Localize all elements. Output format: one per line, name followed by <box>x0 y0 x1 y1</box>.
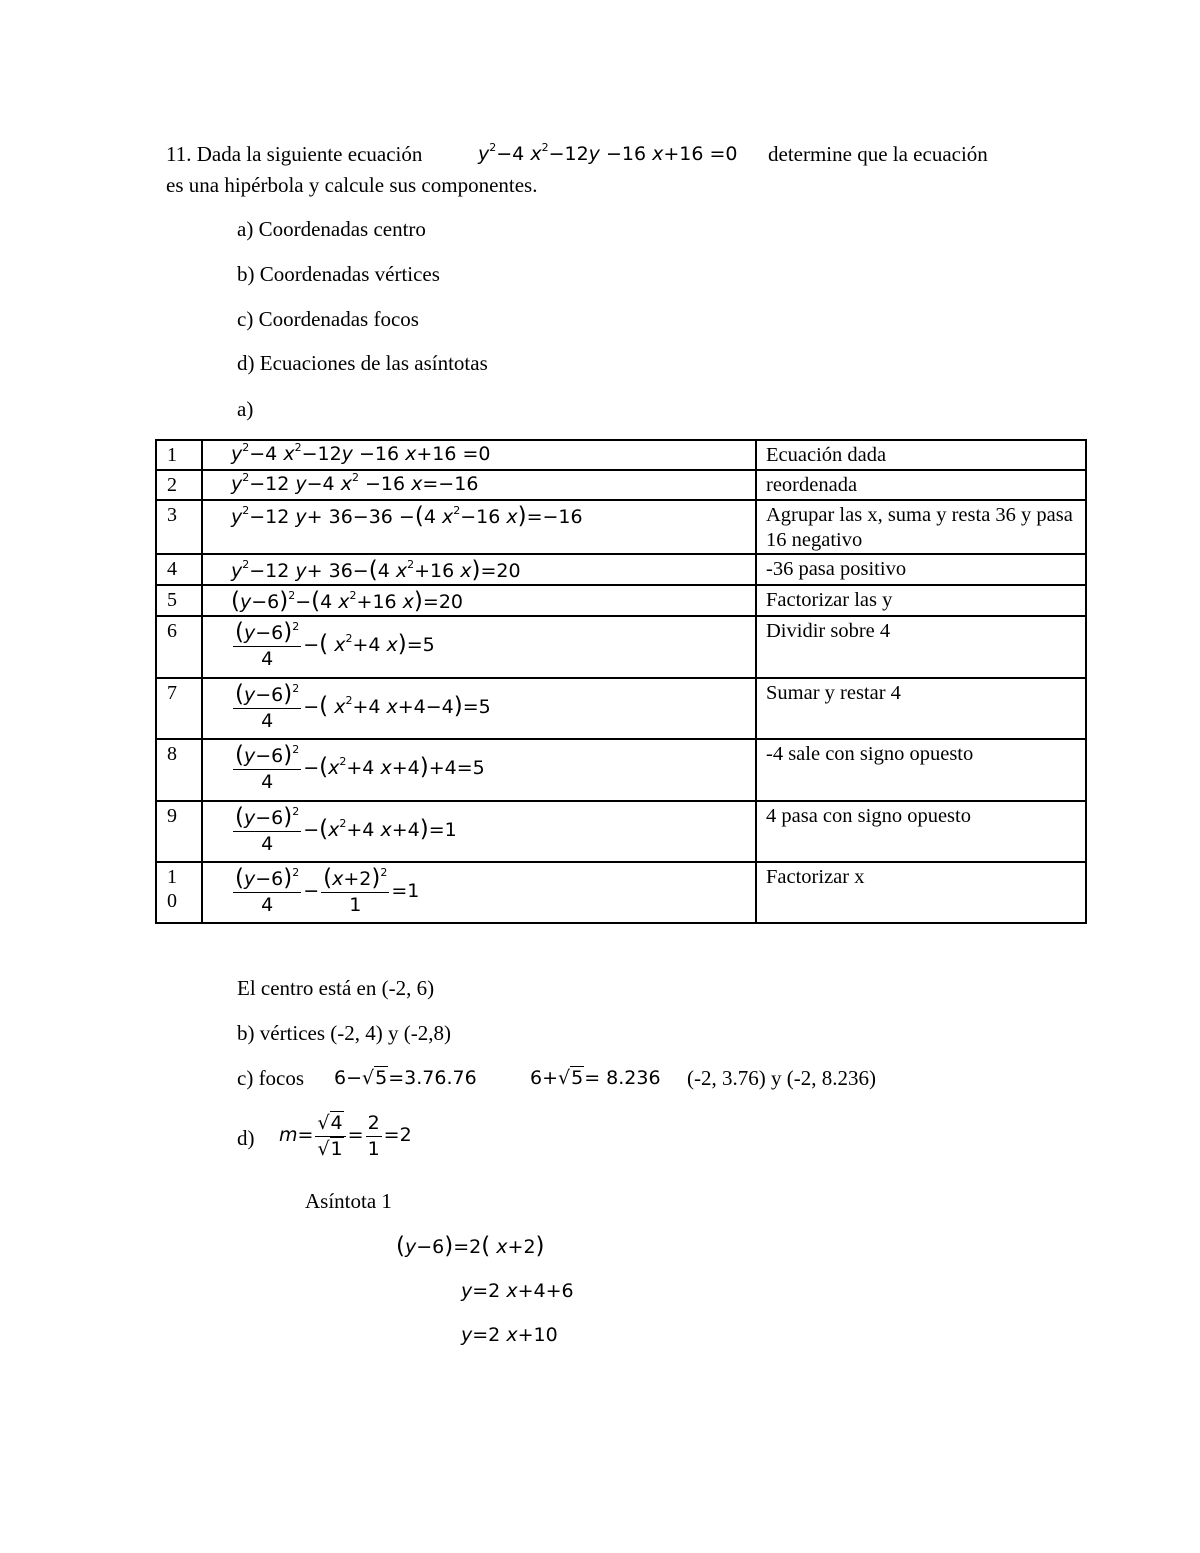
row-equation: $y^2-12$ y+ 36−36 −(4 $x^2-16$ x)=−16 <box>202 500 756 554</box>
item-b: b) Coordenadas vértices <box>237 262 440 286</box>
table-row <box>156 440 1086 470</box>
row-equation: $\frac{(y-6)^2}{4}$ −( $x^2+4$ x+4−4)=5 <box>202 678 756 739</box>
row-number: 5 <box>156 585 202 616</box>
row-comment: Factorizar las y <box>756 585 1086 616</box>
row-equation: $\frac{(y-6)^2}{4}$ −( $x^2+4$ x)=5 <box>202 616 756 678</box>
foci-value-2: 6+√5= 8.236 <box>530 1067 661 1089</box>
row-comment: Agrupar las x, suma y resta 36 y pasa 16 negativo <box>756 500 1086 554</box>
row-number: 9 <box>156 801 202 862</box>
table-row <box>156 585 1086 616</box>
slope-equation: m= $\frac{√4}{√1}$ = $\frac{2}{1}$ =2 <box>279 1112 412 1160</box>
row-comment: reordenada <box>756 470 1086 500</box>
vertices-answer: b) vértices (-2, 4) y (-2,8) <box>237 1021 451 1045</box>
row-number: 6 <box>156 616 202 678</box>
row-comment: 4 pasa con signo opuesto <box>756 801 1086 862</box>
d-label: d) <box>237 1126 255 1150</box>
row-comment: -4 sale con signo opuesto <box>756 739 1086 801</box>
row-comment: Dividir sobre 4 <box>756 616 1086 678</box>
table-row <box>156 500 1086 554</box>
row-number: 1 0 <box>156 862 202 923</box>
row-number: 1 <box>156 440 202 470</box>
foci-value-1: 6−√5=3.76.76 <box>334 1067 477 1089</box>
row-equation: $\frac{(y-6)^2}{4}$ $-(x^2+4$ x+4)+4=5 <box>202 739 756 801</box>
foci-points: (-2, 3.76) y (-2, 8.236) <box>687 1066 876 1090</box>
row-equation: $y^2-4$ $x^2-12y -16$ x+16 =0 <box>202 440 756 470</box>
row-equation: $\frac{(y-6)^2}{4}$ − $\frac{(x+2)^2}{1}$ =1 <box>202 862 756 923</box>
row-comment: Ecuación dada <box>756 440 1086 470</box>
a-label: a) <box>237 397 254 421</box>
row-comment: Sumar y restar 4 <box>756 678 1086 739</box>
question-equation: $y^2-4$ $x^2-12y -16$ x+16 =0 <box>478 141 738 165</box>
table-row <box>156 678 1086 739</box>
row-number: 2 <box>156 470 202 500</box>
table-row <box>156 554 1086 585</box>
asymptote-step-2: y=2 x+4+6 <box>461 1280 574 1302</box>
table-row <box>156 616 1086 678</box>
table-row <box>156 862 1086 923</box>
row-equation: $\frac{(y-6)^2}{4}$ $-(x^2+4$ x+4)=1 <box>202 801 756 862</box>
table-row <box>156 801 1086 862</box>
asymptote-step-1: (y−6)=2( x+2) <box>396 1233 545 1259</box>
center-answer: El centro está en (-2, 6) <box>237 976 435 1000</box>
question-after: determine que la ecuación <box>768 142 988 166</box>
table-row <box>156 470 1086 500</box>
steps-table <box>155 439 1087 924</box>
question-line2: es una hipérbola y calcule sus componentes. <box>166 173 538 197</box>
foci-label: c) focos <box>237 1066 305 1090</box>
item-a: a) Coordenadas centro <box>237 217 426 241</box>
row-comment: Factorizar x <box>756 862 1086 923</box>
item-c: c) Coordenadas focos <box>237 307 419 331</box>
row-number: 4 <box>156 554 202 585</box>
row-number: 3 <box>156 500 202 554</box>
asymptote-step-3: y=2 x+10 <box>461 1324 558 1346</box>
question-intro: 11. Dada la siguiente ecuación <box>166 142 423 166</box>
table-row <box>156 739 1086 801</box>
item-d: d) Ecuaciones de las asíntotas <box>237 351 488 375</box>
row-number: 8 <box>156 739 202 801</box>
row-equation: $y^2-12$ y+ 36−(4 $x^2+16$ x)=20 <box>202 554 756 585</box>
row-equation: $(y-6)^2-(4$ $x^2+16$ x)=20 <box>202 585 756 616</box>
row-number: 7 <box>156 678 202 739</box>
asymptote-title: Asíntota 1 <box>305 1189 392 1213</box>
row-comment: -36 pasa positivo <box>756 554 1086 585</box>
row-equation: $y^2-12$ y−4 $x^2 -16$ x=−16 <box>202 470 756 500</box>
